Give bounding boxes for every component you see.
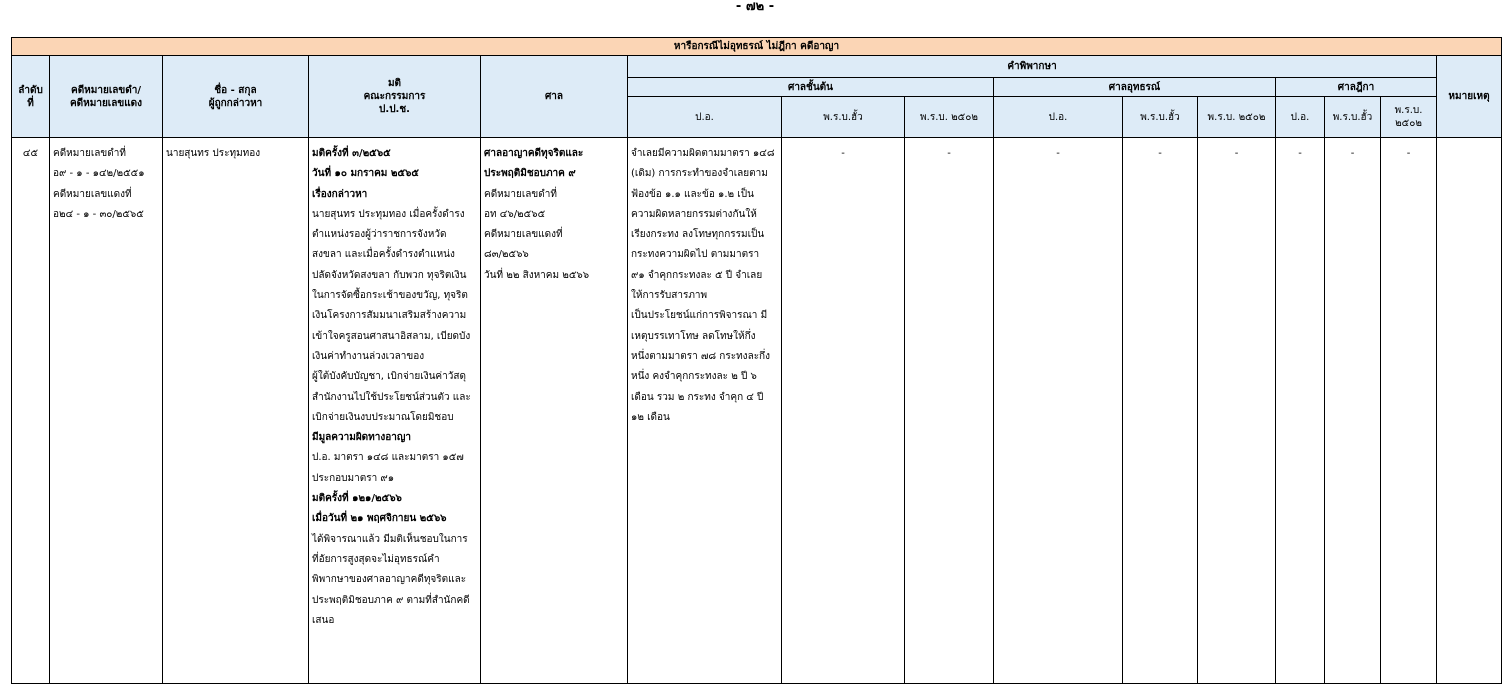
dash-value: - [1234, 148, 1239, 159]
judgment-line: ๑๒ เดือน [631, 411, 670, 423]
dash-value: - [1056, 148, 1060, 159]
court-line: วันที่ ๒๒ สิงหาคม ๒๕๖๖ [484, 269, 590, 281]
resolution-line: ป.อ. มาตรา ๑๔๘ และมาตรา ๑๕๗ [312, 452, 464, 464]
row-number-cell [12, 138, 50, 684]
judgment-line: เหตุบรรเทาโทษ ลดโทษให้กึ่ง [631, 330, 756, 342]
header-appeal-prb-2502: พ.ร.บ. ๒๕๐๒ [1198, 97, 1276, 138]
resolution-line: ประพฤติมิชอบภาค ๙ ตามที่สำนักคดี [312, 594, 470, 606]
resolution-line: ในการจัดซื้อกระเช้าของขวัญ, ทุจริต [312, 290, 468, 302]
row-number: ๔๕ [22, 148, 39, 159]
header-supreme-prb-2502: พ.ร.บ. ๒๕๐๒ [1381, 97, 1437, 138]
resolution-line: เงินค่าทำงานล่วงเวลาของ [312, 350, 425, 362]
first-instance-prb-fua-cell [782, 138, 905, 684]
appeal-po-cell [994, 138, 1123, 684]
first-instance-prb-2502-cell [905, 138, 994, 684]
header-judgment: คำพิพากษา [628, 56, 1437, 78]
resolution-line: นายสุนทร ประทุมทอง เมื่อครั้งดำรง [312, 208, 465, 220]
resolution-line: สำนักงานไปใช้ประโยชน์ส่วนตัว และ [312, 391, 471, 403]
case-number-line: คดีหมายเลขแดงที่ [53, 188, 132, 200]
court-line: ๘๓/๒๕๖๖ [484, 249, 529, 261]
resolution-line: ได้พิจารณาแล้ว มีมติเห็นชอบในการ [312, 533, 468, 545]
judgment-line: (เดิม) การกระทำของจำเลยตาม [631, 168, 768, 180]
resolution-line: วันที่ ๑๐ มกราคม ๒๕๖๕ [312, 168, 419, 180]
header-first-prb-2502: พ.ร.บ. ๒๕๐๒ [905, 97, 994, 138]
resolution-line: เมื่อวันที่ ๒๑ พฤศจิกายน ๒๕๖๖ [312, 513, 447, 525]
resolution-line: มติครั้งที่ ๓/๒๕๖๕ [312, 148, 391, 159]
case-number-cell [50, 138, 163, 684]
header-court-appeal: ศาลอุทธรณ์ [994, 78, 1276, 97]
header-appeal-po: ป.อ. [994, 97, 1123, 138]
dash-value: - [1406, 148, 1411, 159]
appeal-prb-fua-cell [1123, 138, 1198, 684]
resolution-line: เข้าใจครูสอนศาสนาอิสลาม, เบียดบัง [312, 330, 471, 342]
court-line: อท ๔๖/๒๕๖๕ [484, 208, 546, 220]
table-banner: หารือกรณีไม่อุทธรณ์ ไม่ฎีกา คดีอาญา [12, 38, 1502, 56]
court-line: คดีหมายเลขดำที่ [484, 188, 557, 200]
supreme-po-cell [1276, 138, 1325, 684]
header-resolution: มติ คณะกรรมการ ป.ป.ช. [309, 56, 481, 138]
remarks-cell [1437, 138, 1502, 684]
resolution-line: พิพากษาของศาลอาญาคดีทุจริตและ [312, 574, 467, 586]
judgment-line: จำเลยมีความผิดตามมาตรา ๑๔๘ [631, 148, 775, 159]
accused-name: นายสุนทร ประทุมทอง [166, 148, 261, 159]
appeal-prb-2502-cell [1198, 138, 1276, 684]
header-case-number: คดีหมายเลขดำ/ คดีหมายเลขแดง [50, 56, 163, 138]
header-no: ลำดับ ที่ [12, 56, 50, 138]
dash-value: - [1298, 148, 1302, 159]
header-supreme-po: ป.อ. [1276, 97, 1325, 138]
judgment-line: เรียงกระทง ลงโทษทุกกรรมเป็น [631, 229, 765, 241]
judgment-line: ให้การรับสารภาพ [631, 290, 708, 302]
case-number-line: อ๙ - ๑ - ๑๔๒/๒๕๕๑ [53, 168, 145, 180]
supreme-prb-2502-cell [1381, 138, 1437, 684]
resolution-line: เบิกจ่ายเงินงบประมาณโดยมิชอบ [312, 411, 454, 423]
header-accused-name: ชื่อ - สกุล ผู้ถูกกล่าวหา [163, 56, 309, 138]
resolution-line: มติครั้งที่ ๑๒๑/๒๕๖๖ [312, 493, 402, 505]
dash-value: - [1350, 148, 1355, 159]
dash-value: - [841, 148, 845, 159]
page-number: - ๗๒ - [735, 0, 775, 14]
court-cell [481, 138, 628, 684]
header-court-supreme: ศาลฎีกา [1276, 78, 1437, 97]
header-first-po: ป.อ. [628, 97, 782, 138]
header-appeal-prb-fua: พ.ร.บ.ฮั้ว [1123, 97, 1198, 138]
judgment-line: เป็นประโยชน์แก่การพิจารณา มี [631, 310, 768, 322]
supreme-prb-fua-cell [1325, 138, 1381, 684]
judgment-line: ความผิดหลายกรรมต่างกันให้ [631, 208, 757, 220]
resolution-line: ที่อัยการสูงสุดจะไม่อุทธรณ์คำ [312, 553, 440, 565]
resolution-cell [309, 138, 481, 684]
resolution-line: ปลัดจังหวัดสงขลา กับพวก ทุจริตเงิน [312, 269, 467, 281]
judgment-line: ฟ้องข้อ ๑.๑ และข้อ ๑.๒ เป็น [631, 188, 754, 200]
resolution-line: ผู้ใต้บังคับบัญชา, เบิกจ่ายเงินค่าวัสดุ [312, 371, 466, 383]
court-line: ศาลอาญาคดีทุจริตและ [484, 148, 584, 159]
case-number-line: คดีหมายเลขดำที่ [53, 148, 126, 159]
judgment-line: เดือน รวม ๒ กระทง จำคุก ๔ ปี [631, 391, 764, 403]
resolution-line: เรื่องกล่าวหา [312, 188, 368, 200]
header-court: ศาล [481, 56, 628, 138]
header-court-first-instance: ศาลชั้นต้น [628, 78, 994, 97]
header-supreme-prb-fua: พ.ร.บ.ฮั้ว [1325, 97, 1381, 138]
first-instance-po-cell [628, 138, 782, 684]
remarks-text [1437, 138, 1501, 144]
judgment-line: ๙๑ จำคุกกระทงละ ๕ ปี จำเลย [631, 269, 763, 281]
accused-name-cell [163, 138, 309, 684]
judgment-line: กระทงความผิดไป ตามมาตรา [631, 249, 760, 261]
resolution-line: เสนอ [312, 614, 335, 626]
header-remarks: หมายเหตุ [1437, 56, 1502, 138]
resolution-line: ตำแหน่งรองผู้ว่าราชการจังหวัด [312, 229, 447, 241]
resolution-line: มีมูลความผิดทางอาญา [312, 432, 412, 444]
table-row [12, 138, 1502, 684]
judgment-line: หนึ่ง คงจำคุกกระทงละ ๒ ปี ๖ [631, 371, 757, 383]
dash-value: - [1158, 148, 1162, 159]
resolution-line: เงินโครงการสัมมนาเสริมสร้างความ [312, 310, 467, 322]
court-line: คดีหมายเลขแดงที่ [484, 229, 563, 241]
case-number-line: อ๒๔ - ๑ - ๓๐/๒๕๖๕ [53, 208, 144, 220]
judgment-table [11, 37, 1502, 684]
resolution-line: ประกอบมาตรา ๙๑ [312, 472, 395, 484]
resolution-line: สงขลา และเมื่อครั้งดำรงตำแหน่ง [312, 249, 455, 261]
dash-value: - [947, 148, 951, 159]
judgment-line: หนึ่งตามมาตรา ๗๘ กระทงละกึ่ง [631, 350, 770, 362]
court-line: ประพฤติมิชอบภาค ๙ [484, 168, 576, 180]
header-first-prb-fua: พ.ร.บ.ฮั้ว [782, 97, 905, 138]
